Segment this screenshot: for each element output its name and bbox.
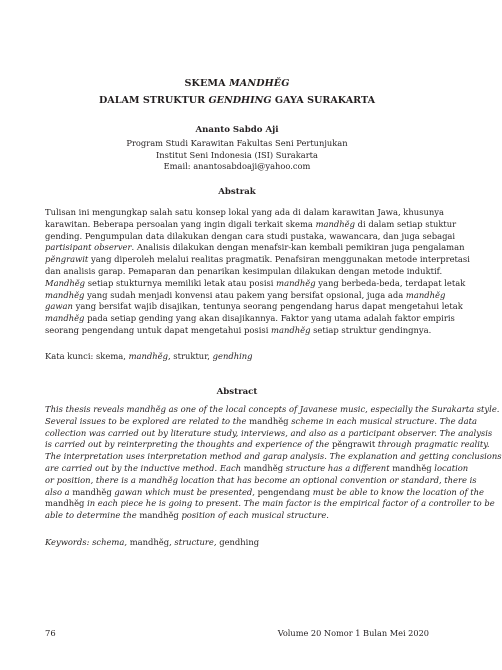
emphasized-term: mandhĕg — [243, 462, 284, 473]
author-name: Ananto Sabdo Aji — [195, 125, 279, 135]
emphasized-term: mandhĕg — [405, 289, 446, 300]
text-line — [45, 427, 493, 440]
text-run: gending. Pengumpulan data dilakukan dengan cara studi pustaka, wawancara, dan juga sebagai — [45, 230, 456, 241]
text-run: location — [431, 462, 469, 473]
text-line — [45, 218, 457, 231]
text-line — [45, 451, 502, 463]
emphasized-term: gawan — [45, 301, 73, 312]
emphasized-term: mandhĕg — [271, 324, 311, 335]
text-line — [45, 462, 469, 475]
text-run: structure has a different — [283, 462, 393, 473]
text-run: able to determine the — [45, 510, 140, 521]
text-run: yang sudah menjadi konvensi atau pakem yang bersifat opsional, juga ada — [84, 289, 406, 300]
text-run: position of each musical structure. — [178, 510, 329, 521]
keywords: Keywords: schema, mandhĕg, structure, gendhing — [45, 537, 260, 547]
text-run: dan analisis garap. Pemaparan dan penarikan kesimpulan dilakukan dengan metode induktif. — [45, 265, 443, 276]
text-line — [45, 230, 456, 243]
text-run: also a — [45, 486, 73, 497]
emphasized-term: pengendang — [257, 486, 311, 497]
text-run: Tulisan ini mengungkap salah satu konsep lokal yang ada di dalam karawitan Jawa, khusunya — [45, 207, 444, 217]
abstract-heading: Abstract — [216, 387, 258, 397]
author-email: Email: anantosabdoaji@yahoo.com — [163, 161, 311, 172]
text-run: collection was carried out by literature study, interviews, and also as a participant observer. The analysis — [45, 427, 493, 438]
emphasized-term: partisipant observer — [45, 242, 132, 253]
text-run: scheme in each musical structure. The data — [288, 415, 477, 426]
emphasized-term: Mandhĕg — [45, 277, 86, 288]
emphasized-term: mandhĕg — [276, 277, 316, 288]
emphasized-term: mandhĕg — [139, 510, 179, 521]
emphasized-term: pĕngrawit — [45, 254, 89, 265]
text-run: . Analisis dilakukan dengan menafsir-kan kembali pemikiran juga pengalaman — [131, 242, 465, 253]
text-run: is carried out by reinterpreting the thoughts and experience of the — [45, 439, 332, 450]
text-line — [45, 313, 455, 325]
text-line — [45, 486, 484, 499]
affiliation-program: Program Studi Karawitan Fakultas Seni Pertunjukan — [126, 138, 348, 148]
author-affiliation — [0, 138, 474, 173]
text-run: yang berbeda-beda, terdapat letak — [315, 277, 466, 288]
text-run: yang diperoleh melalui realitas pragmatik. Penafsiran menggunakan metode interpretasi — [88, 254, 470, 265]
affiliation-institute: Institut Seni Indonesia (ISI) Surakarta — [156, 149, 318, 160]
text-run: Several issues to be explored are related to the — [45, 415, 250, 426]
text-run: The interpretation uses interpretation method and garap analysis. The explanation and getting conclusions — [45, 451, 502, 462]
text-line — [45, 404, 500, 416]
text-run: seorang pengendang untuk dapat mengetahui posisi — [45, 324, 272, 335]
text-line — [45, 510, 429, 522]
text-line — [45, 415, 477, 428]
emphasized-term: mandhĕg — [45, 498, 85, 509]
text-line — [45, 498, 495, 510]
text-run: setiap struktur gendingnya. — [310, 324, 432, 335]
kata-kunci: Kata kunci: skema, mandhĕg, struktur, gendhing — [45, 351, 253, 361]
emphasized-term: mandhĕg — [392, 462, 432, 473]
text-line — [45, 265, 443, 278]
text-run: di dalam setiap stuktur — [354, 218, 457, 229]
text-line — [45, 474, 477, 487]
text-run: This thesis reveals mandhĕg as one of the local concepts of Javanese music, especially the Surakarta style. — [45, 404, 500, 414]
emphasized-term: mandhĕg — [45, 289, 85, 300]
text-line — [45, 242, 465, 254]
text-line — [45, 301, 463, 313]
title-line-2: DALAM STRUKTUR GENDHING GAYA SURAKARTA — [98, 95, 376, 106]
text-run: karawitan. Beberapa persoalan yang ingin digali terkait skema — [45, 218, 316, 229]
text-run: pada setiap gending yang akan disajikannya. Faktor yang utama adalah faktor empiris — [84, 313, 455, 324]
text-line — [45, 207, 444, 219]
text-line — [45, 254, 470, 266]
text-run: through pragmatic reality. — [375, 439, 490, 450]
page-number: 76 — [45, 628, 56, 638]
text-line — [45, 277, 466, 290]
text-run: are carried out by the inductive method. Each — [45, 462, 244, 473]
abstract-body — [45, 404, 502, 522]
emphasized-term: pĕngrawit — [331, 439, 376, 450]
text-line — [45, 289, 446, 302]
text-run: setiap stukturnya memiliki letak atau posisi — [85, 277, 277, 288]
journal-info: Volume 20 Nomor 1 Bulan Mei 2020 — [277, 628, 429, 638]
text-line — [45, 439, 490, 451]
abstrak-heading: Abstrak — [218, 187, 256, 197]
title-line-1: SKEMA MANDHĚG — [184, 78, 290, 89]
text-run: or position, there is a mandhĕg location that has become an optional convention or standard, there is — [45, 474, 477, 485]
text-line — [45, 324, 432, 337]
text-run: must be able to know the location of the — [310, 486, 484, 497]
emphasized-term: mandhĕg — [249, 415, 289, 426]
emphasized-term: mandhĕg — [72, 486, 112, 497]
emphasized-term: mandhĕg — [315, 218, 355, 229]
text-run: gawan which must be presented, — [111, 486, 258, 497]
abstrak-body — [45, 207, 470, 337]
text-run: in each piece he is going to present. The main factor is the empirical factor of a controller to be — [84, 498, 495, 509]
emphasized-term: mandhĕg — [45, 313, 85, 324]
text-run: yang bersifat wajib disajikan, tentunya seorang pengendang harus dapat mengetahui letak — [72, 301, 463, 312]
